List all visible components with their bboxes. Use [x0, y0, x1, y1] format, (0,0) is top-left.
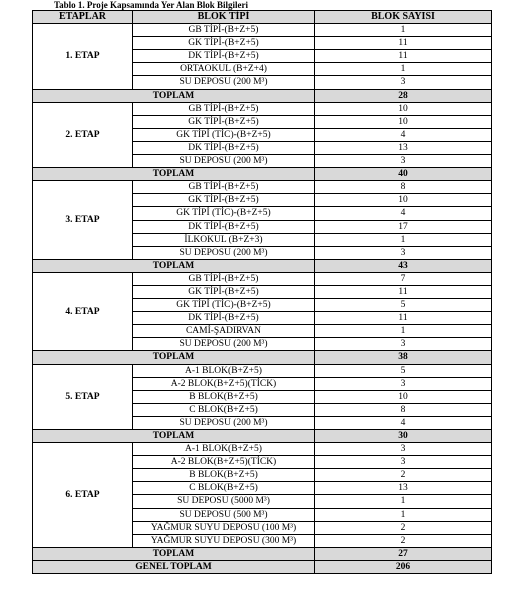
block-type-cell: SU DEPOSU (200 M³): [133, 416, 315, 429]
stage-total-value: 28: [315, 89, 492, 102]
block-count-cell: 11: [315, 50, 492, 63]
block-count-cell: 8: [315, 181, 492, 194]
block-type-cell: SU DEPOSU (5000 M³): [133, 495, 315, 508]
block-type-cell: SU DEPOSU (200 M³): [133, 246, 315, 259]
block-type-cell: C BLOK(B+Z+5): [133, 482, 315, 495]
stage-total-row: [33, 547, 492, 560]
block-type-cell: SU DEPOSU (200 M³): [133, 338, 315, 351]
stage-total-value: 40: [315, 168, 492, 181]
grand-total-label: GENEL TOPLAM: [33, 560, 315, 573]
block-type-cell: GK TİPİ-(B+Z+5): [133, 194, 315, 207]
block-count-cell: 1: [315, 233, 492, 246]
block-type-cell: A-1 BLOK(B+Z+5): [133, 364, 315, 377]
block-count-cell: 2: [315, 521, 492, 534]
block-type-cell: B BLOK(B+Z+5): [133, 390, 315, 403]
stage-total-label: TOPLAM: [33, 259, 315, 272]
table-row: [33, 272, 492, 285]
block-count-cell: 1: [315, 325, 492, 338]
stage-name-cell: 5. ETAP: [33, 364, 133, 429]
block-count-cell: 17: [315, 220, 492, 233]
stage-total-label: TOPLAM: [33, 168, 315, 181]
header-block-count: BLOK SAYISI: [315, 11, 492, 24]
block-count-cell: 10: [315, 115, 492, 128]
stage-name-cell: 4. ETAP: [33, 272, 133, 351]
block-type-cell: SU DEPOSU (200 M³): [133, 155, 315, 168]
stage-total-row: [33, 89, 492, 102]
stage-total-label: TOPLAM: [33, 430, 315, 443]
block-count-cell: 13: [315, 141, 492, 154]
block-count-cell: 3: [315, 443, 492, 456]
block-type-cell: YAĞMUR SUYU DEPOSU (300 M³): [133, 534, 315, 547]
stage-total-row: [33, 168, 492, 181]
block-type-cell: GB TİPİ-(B+Z+5): [133, 181, 315, 194]
block-type-cell: ORTAOKUL (B+Z+4): [133, 63, 315, 76]
block-count-cell: 3: [315, 246, 492, 259]
block-count-cell: 7: [315, 272, 492, 285]
stage-name-cell: 1. ETAP: [33, 24, 133, 89]
stage-name-cell: 2. ETAP: [33, 102, 133, 167]
table-body: [33, 24, 492, 574]
block-type-cell: SU DEPOSU (200 M³): [133, 76, 315, 89]
block-count-cell: 10: [315, 390, 492, 403]
block-count-cell: 3: [315, 456, 492, 469]
block-type-cell: GB TİPİ-(B+Z+5): [133, 24, 315, 37]
block-count-cell: 5: [315, 299, 492, 312]
block-type-cell: SU DEPOSU (500 M³): [133, 508, 315, 521]
block-type-cell: GB TİPİ-(B+Z+5): [133, 272, 315, 285]
block-count-cell: 2: [315, 469, 492, 482]
block-type-cell: C BLOK(B+Z+5): [133, 403, 315, 416]
block-count-cell: 11: [315, 312, 492, 325]
block-type-cell: GK TİPİ-(B+Z+5): [133, 115, 315, 128]
header-row: [33, 11, 492, 24]
block-type-cell: GK TİPİ (TİC)-(B+Z+5): [133, 128, 315, 141]
block-count-cell: 3: [315, 76, 492, 89]
block-type-cell: GK TİPİ (TİC)-(B+Z+5): [133, 299, 315, 312]
block-type-cell: DK TİPİ-(B+Z+5): [133, 312, 315, 325]
block-type-cell: GK TİPİ-(B+Z+5): [133, 37, 315, 50]
stage-total-row: [33, 259, 492, 272]
block-type-cell: GK TİPİ-(B+Z+5): [133, 285, 315, 298]
header-stages: ETAPLAR: [33, 11, 133, 24]
block-info-table: [32, 10, 492, 574]
block-count-cell: 11: [315, 285, 492, 298]
stage-total-label: TOPLAM: [33, 547, 315, 560]
block-type-cell: DK TİPİ-(B+Z+5): [133, 50, 315, 63]
block-count-cell: 5: [315, 364, 492, 377]
block-type-cell: YAĞMUR SUYU DEPOSU (100 M³): [133, 521, 315, 534]
header-block-type: BLOK TİPİ: [133, 11, 315, 24]
block-count-cell: 11: [315, 37, 492, 50]
block-type-cell: A-2 BLOK(B+Z+5)(TİCK): [133, 456, 315, 469]
grand-total-row: [33, 560, 492, 573]
block-count-cell: 4: [315, 416, 492, 429]
block-type-cell: İLKOKUL (B+Z+3): [133, 233, 315, 246]
block-type-cell: CAMİ-ŞADIRVAN: [133, 325, 315, 338]
block-type-cell: A-2 BLOK(B+Z+5)(TİCK): [133, 377, 315, 390]
block-count-cell: 1: [315, 508, 492, 521]
block-count-cell: 1: [315, 24, 492, 37]
table-row: [33, 364, 492, 377]
block-count-cell: 1: [315, 63, 492, 76]
block-count-cell: 8: [315, 403, 492, 416]
stage-total-value: 43: [315, 259, 492, 272]
block-count-cell: 3: [315, 377, 492, 390]
stage-total-value: 27: [315, 547, 492, 560]
stage-total-label: TOPLAM: [33, 89, 315, 102]
table-row: [33, 24, 492, 37]
block-count-cell: 1: [315, 495, 492, 508]
block-type-cell: DK TİPİ-(B+Z+5): [133, 220, 315, 233]
stage-total-row: [33, 430, 492, 443]
stage-name-cell: 6. ETAP: [33, 443, 133, 548]
block-type-cell: DK TİPİ-(B+Z+5): [133, 141, 315, 154]
block-count-cell: 3: [315, 338, 492, 351]
table-caption: Tablo 1. Proje Kapsamında Yer Alan Blok Bilgileri: [54, 0, 249, 10]
block-count-cell: 4: [315, 207, 492, 220]
block-type-cell: A-1 BLOK(B+Z+5): [133, 443, 315, 456]
block-count-cell: 10: [315, 194, 492, 207]
block-count-cell: 3: [315, 155, 492, 168]
table-row: [33, 181, 492, 194]
block-count-cell: 13: [315, 482, 492, 495]
stage-name-cell: 3. ETAP: [33, 181, 133, 260]
stage-total-value: 38: [315, 351, 492, 364]
block-type-cell: B BLOK(B+Z+5): [133, 469, 315, 482]
block-type-cell: GB TİPİ-(B+Z+5): [133, 102, 315, 115]
table-row: [33, 102, 492, 115]
block-type-cell: GK TİPİ (TİC)-(B+Z+5): [133, 207, 315, 220]
block-count-cell: 10: [315, 102, 492, 115]
stage-total-value: 30: [315, 430, 492, 443]
stage-total-label: TOPLAM: [33, 351, 315, 364]
block-count-cell: 4: [315, 128, 492, 141]
stage-total-row: [33, 351, 492, 364]
grand-total-value: 206: [315, 560, 492, 573]
block-count-cell: 2: [315, 534, 492, 547]
table-row: [33, 443, 492, 456]
